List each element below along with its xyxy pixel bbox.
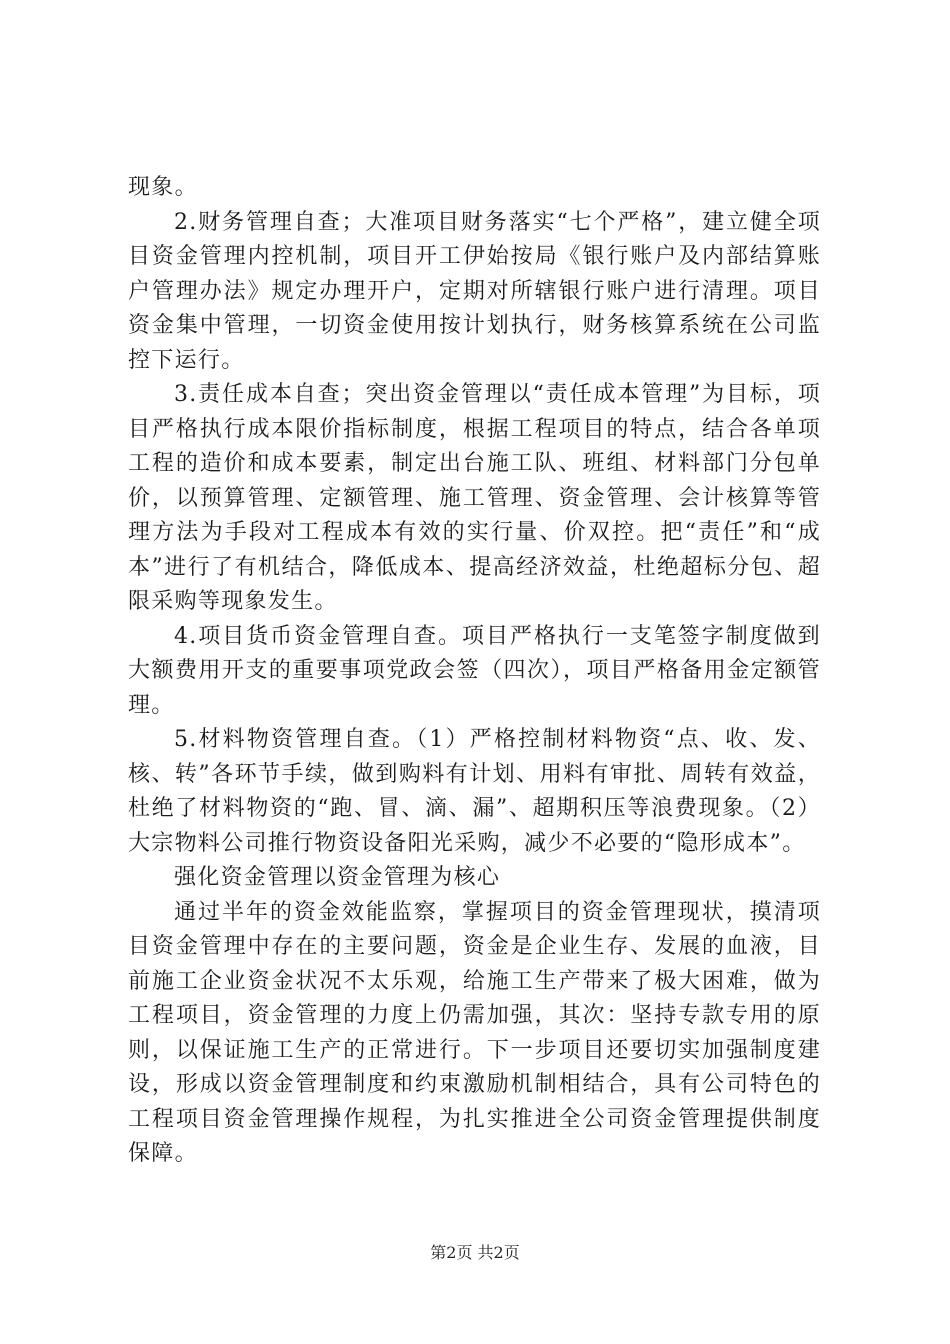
paragraph-monetary-funds: 4.项目货币资金管理自查。项目严格执行一支笔签字制度做到大额费用开支的重要事项党政会签（四次），项目严格备用金定额管理。: [128, 623, 821, 718]
document-body: [128, 171, 821, 1172]
paragraph-cost-responsibility: 3.责任成本自查；突出资金管理以“责任成本管理”为目标，项目严格执行成本限价指标制度，根据工程项目的特点，结合各单项工程的造价和成本要素，制定出台施工队、班组、材料部门分包单价，以预算管理、定额管理、施工管理、资金管理、会计核算等管理方法为手段对工程成本有效的实行量、价双控。把“责任”和“成本”进行了有机结合，降低成本、提高经济效益，杜绝超标分包、超限采购等现象发生。: [128, 382, 821, 614]
paragraph-materials: 5.材料物资管理自查。（1）严格控制材料物资“点、收、发、核、转”各环节手续，做到购料有计划、用料有审批、周转有效益，杜绝了材料物资的“跑、冒、滴、漏”、超期积压等浪费现象。（2）大宗物料公司推行物资设备阳光采购，减少不必要的“隐形成本”。: [128, 727, 821, 856]
paragraph-conclusion: 通过半年的资金效能监察，掌握项目的资金管理现状，摸清项目资金管理中存在的主要问题，资金是企业生存、发展的血液，目前施工企业资金状况不太乐观，给施工生产带来了极大困难，做为工程项目，资金管理的力度上仍需加强，其次：坚持专款专用的原则，以保证施工生产的正常进行。下一步项目还要切实加强制度建设，形成以资金管理制度和约束激励机制相结合，具有公司特色的工程项目资金管理操作规程，为扎实推进全公司资金管理提供制度保障。: [128, 899, 821, 1166]
paragraph-continuation: 现象。: [128, 175, 198, 200]
page-footer: 第2页 共2页: [430, 1243, 520, 1262]
paragraph-finance-self-check: 2.财务管理自查；大准项目财务落实“七个严格”，建立健全项目资金管理内控机制，项目开工伊始按局《银行账户及内部结算账户管理办法》规定办理开户，定期对所辖银行账户进行清理。项目资金集中管理，一切资金使用按计划执行，财务核算系统在公司监控下运行。: [128, 209, 821, 373]
section-heading: 强化资金管理以资金管理为核心: [174, 865, 501, 890]
